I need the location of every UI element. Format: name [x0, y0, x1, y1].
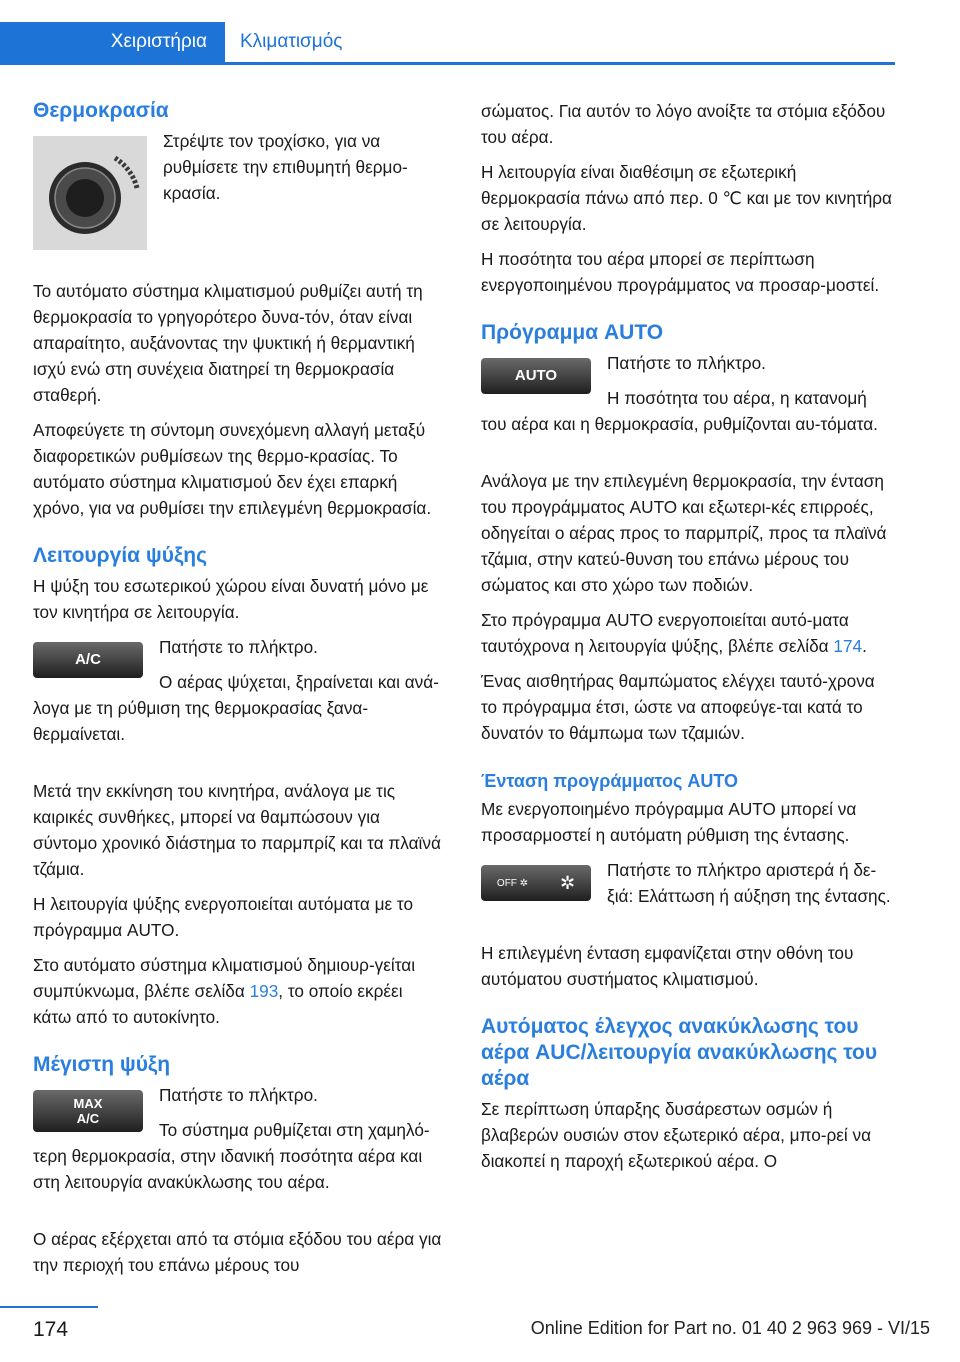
heading-temperature: Θερμοκρασία [33, 99, 169, 122]
heading-auto-program: Πρόγραμμα AUTO [481, 321, 664, 344]
paragraph: Σε περίπτωση ύπαρξης δυσάρεστων οσμών ή βλαβερών ουσιών στον εξωτερικό αέρα, μπο-ρεί να διακοπεί η παροχή εξωτερικού αέρα. Ο [481, 1099, 872, 1171]
temperature-knob-icon [33, 136, 147, 250]
temperature-intro: Στρέψτε τον τροχίσκο, για να ρυθμίσετε την επιθυμητή θερμο-κρασία. [163, 131, 408, 203]
max-block [33, 1082, 445, 1204]
paragraph: Αποφεύγετε τη σύντομη συνεχόμενη αλλαγή μεταξύ διαφορετικών ρυθμίσεων της θερμο-κρασίας. Το αυτόματο σύστημα κλιματισμού δεν έχει επαρκή χρόνο, για να ρυθμίσει την επιλεγμένη θερμοκρασία. [33, 420, 432, 518]
left-column [33, 98, 445, 1287]
heading-max-cooling: Μέγιστη ψύξη [33, 1053, 171, 1076]
ac-block [33, 634, 445, 756]
footer-edition: Online Edition for Part no. 01 40 2 963 969 - VI/15 [530, 1318, 930, 1338]
max-ac-button-icon [33, 1090, 143, 1132]
heading-cooling: Λειτουργία ψύξης [33, 544, 208, 567]
paragraph: Η ψύξη του εσωτερικού χώρου είναι δυνατή μόνο με τον κινητήρα σε λειτουργία. [33, 576, 429, 622]
paragraph: Ο αέρας εξέρχεται από τα στόμια εξόδου του αέρα για την περιοχή του επάνω μέρους του [33, 1229, 442, 1275]
fan-small-glyph: ✲ [519, 877, 529, 889]
auto-press: Πατήστε το πλήκτρο. [607, 353, 766, 373]
ac-press: Πατήστε το πλήκτρο. [159, 637, 318, 657]
ac-description: Ο αέρας ψύχεται, ξηραίνεται και ανά-λογα με τη ρύθμιση της θερμοκρασίας ξανα-θερμαίνεται. [33, 672, 439, 744]
auto-button-icon: AUTO [481, 358, 591, 394]
text: , το οποίο εκρέει κάτω από το αυτοκίνητο. [33, 981, 403, 1027]
ac-label: A/C [76, 1111, 100, 1126]
max-label: MAX [73, 1096, 103, 1111]
page-header [0, 22, 895, 65]
text: . [862, 636, 867, 656]
paragraph: Ένας αισθητήρας θαμπώματος ελέγχει ταυτό-χρονα το πρόγραμμα έτσι, ώστε να αποφεύγε-ται κατά το δυνατόν το θάμπωμα των τζαμιών. [481, 671, 875, 743]
paragraph: σώματος. Για αυτόν το λόγο ανοίξτε τα στόμια εξόδου του αέρα. [481, 101, 886, 147]
footer-rule [0, 1306, 98, 1308]
paragraph [481, 607, 893, 659]
tab-controls[interactable]: Χειριστήρια [0, 22, 225, 62]
heading-auc: Αυτόματος έλεγχος ανακύκλωσης του αέρα AUC/λειτουργία ανακύκλωσης του αέρα [481, 1015, 878, 1090]
intensity-press: Πατήστε το πλήκτρο αριστερά ή δε-ξιά: Ελάττωση ή αύξηση της έντασης. [607, 860, 891, 906]
max-description: Το σύστημα ρυθμίζεται στη χαμηλό-τερη θερμοκρασία, στην ιδανική ποσότητα αέρα και στη λειτουργία ανακύκλωσης του αέρα. [33, 1120, 430, 1192]
heading-auto-intensity: Ένταση προγράμματος AUTO [481, 771, 739, 791]
page-number: 174 [33, 1318, 69, 1341]
paragraph: Η ποσότητα του αέρα μπορεί σε περίπτωση ενεργοποιημένου προγράμματος να προσαρ-μοστεί. [481, 249, 880, 295]
paragraph [33, 952, 445, 1030]
paragraph: Η λειτουργία ψύξης ενεργοποιείται αυτόματα με το πρόγραμμα AUTO. [33, 894, 414, 940]
page-link-193[interactable]: 193 [249, 981, 279, 1001]
intensity-block [481, 857, 893, 918]
auto-description: Η ποσότητα του αέρα, η κατανομή του αέρα και η θερμοκρασία, ρυθμίζονται αυ-τόματα. [481, 388, 878, 434]
off-label: OFF [496, 877, 517, 889]
text: Στο αυτόματο σύστημα κλιματισμού δημιουρ-γείται συμπύκνωμα, βλέπε σελίδα [33, 955, 416, 1001]
fan-large-icon: ✲ [559, 872, 576, 893]
page-link-174[interactable]: 174 [833, 636, 863, 656]
right-column [481, 98, 893, 1183]
tab-climate[interactable]: Κλιματισμός [240, 31, 343, 52]
fan-intensity-button-icon [481, 865, 591, 901]
paragraph: Με ενεργοποιημένο πρόγραμμα AUTO μπορεί να προσαρμοστεί η αυτόματη ρύθμιση της έντασης. [481, 799, 857, 845]
ac-button-icon: A/C [33, 642, 143, 678]
paragraph: Η λειτουργία είναι διαθέσιμη σε εξωτερική θερμοκρασία πάνω από περ. 0 ℃ και με τον κινητήρα σε λειτουργία. [481, 162, 892, 234]
paragraph: Μετά την εκκίνηση του κινητήρα, ανάλογα με τις καιρικές συνθήκες, μπορεί να θαμπώσουν για σύντομο χρονικό διάστημα το παρμπρίζ και τα πλαϊνά τζάμια. [33, 781, 441, 879]
paragraph: Ανάλογα με την επιλεγμένη θερμοκρασία, την ένταση του προγράμματος AUTO και εξωτερι-κές επιρροές, οδηγείται ο αέρας προς το παρμπρίζ, προς τα πλαϊνά τζάμια, στην κατεύ-θυνση του επάνω μέρους του σώματος και στο χώρο των ποδιών. [481, 471, 887, 595]
temperature-block [33, 128, 445, 256]
fan-small-icon [497, 878, 528, 889]
auto-block [481, 350, 893, 446]
paragraph: Το αυτόματο σύστημα κλιματισμού ρυθμίζει αυτή τη θερμοκρασία το γρηγορότερο δυνα-τόν, όταν είναι απαραίτητο, αυξάνοντας την ψυκτική ή θερμαντική ισχύ ενώ στη συνέχεια διατηρεί τη θερμοκρασία σταθερή. [33, 281, 423, 405]
paragraph: Η επιλεγμένη ένταση εμφανίζεται στην οθόνη του αυτόματου συστήματος κλιματισμού. [481, 943, 854, 989]
text: Στο πρόγραμμα AUTO ενεργοποιείται αυτό-ματα ταυτόχρονα η λειτουργία ψύξης, βλέπε σελίδα [481, 610, 849, 656]
max-press: Πατήστε το πλήκτρο. [159, 1085, 318, 1105]
